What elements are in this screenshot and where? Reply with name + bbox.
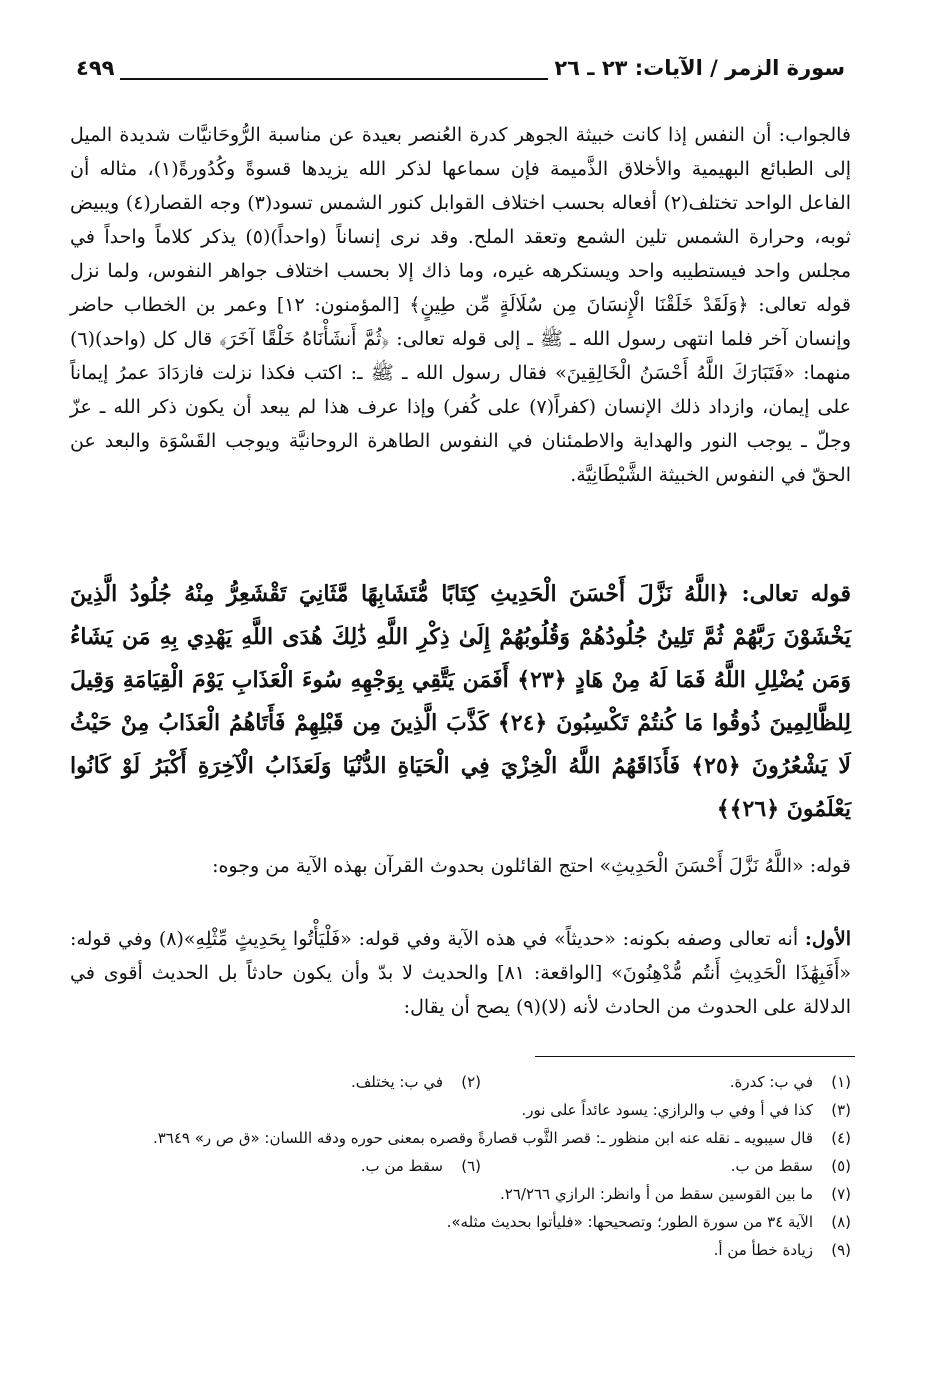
footnote-text: سقط من ب. [360, 1157, 443, 1175]
footnote-text: قال سيبويه ـ نقله عنه ابن منظور ـ: قصر الثَّوب قصارةً وقصره بمعنى حوره ودقه اللسان: «ق ص ر» ٣٦٤٩. [152, 1129, 813, 1147]
footnote [151, 1068, 481, 1096]
footnote-number: (٩) [831, 1241, 851, 1259]
quran-verses-23-26: قوله تعالى: ﴿اللَّهُ نَزَّلَ أَحْسَنَ الْحَدِيثِ كِتَابًا مُّتَشَابِهًا مَّثَانِيَ تَقْشَعِرُّ مِنْهُ جُلُودُ الَّذِينَ يَخْشَوْنَ رَبَّهُمْ ثُمَّ تَلِينُ جُلُودُهُمْ وَقُلُوبُهُمْ إِلَىٰ ذِكْرِ اللَّهِ ذَٰلِكَ هُدَى اللَّهِ يَهْدِي بِهِ مَن يَشَاءُ وَمَن يُضْلِلِ اللَّهُ فَمَا لَهُ مِنْ هَادٍ ﴿٢٣﴾ أَفَمَن يَتَّقِي بِوَجْهِهِ سُوءَ الْعَذَابِ يَوْمَ الْقِيَامَةِ وَقِيلَ لِلظَّالِمِينَ ذُوقُوا مَا كُنتُمْ تَكْسِبُونَ ﴿٢٤﴾ كَذَّبَ الَّذِينَ مِن قَبْلِهِمْ فَأَتَاهُمُ الْعَذَابُ مِنْ حَيْثُ لَا يَشْعُرُونَ ﴿٢٥﴾ فَأَذَاقَهُمُ اللَّهُ الْخِزْيَ فِي الْحَيَاةِ الدُّنْيَا وَلَعَذَابُ الْآخِرَةِ أَكْبَرُ لَوْ كَانُوا يَعْلَمُونَ ﴿٢٦﴾﴾ [70, 581, 851, 822]
footnote [70, 1236, 851, 1264]
first-argument-text: أنه تعالى وصفه بكونه: «حديثاً» في هذه الآية وفي قوله: «فَلْيَأْتُوا بِحَدِيثٍ مِّثْلِهِ»(٨) وفي قوله: «أَفَبِهَٰذَا الْحَدِيثِ أَنتُم مُّدْهِنُونَ» [الواقعة: ٨١] والحديث لا بدّ وأن يكون حادثاً بل الحديث أقوى في الدلالة على الحدوث من الحادث لأنه (لا)(٩) يصح أن يقال: [70, 928, 851, 1018]
footnote-number: (٤) [831, 1129, 851, 1147]
running-header [70, 48, 851, 88]
paragraph-answer: فالجواب: أن النفس إذا كانت خبيثة الجوهر كدرة العُنصر بعيدة عن مناسبة الرُّوحَانيَّات شديدة الميل إلى الطبائع البهيمية والأخلاق الذَّميمة فإن سماعها لذكر الله يزيدها قسوةً وكُدُورةً(١)، مثاله أن الفاعل الواحد تختلف(٢) أفعاله بحسب اختلاف القوابل كنور الشمس تسود(٣) وجه القصار(٤) ويبيض ثوبه، وحرارة الشمس تلين الشمع وتعقد الملح. وقد نرى إنساناً (واحداً)(٥) يذكر كلاماً واحداً في مجلس واحد فيستطيبه واحد ويستكرهه غيره، وما ذاك إلا بحسب اختلاف جواهر النفوس، ولما نزل قوله تعالى: ﴿وَلَقَدْ خَلَقْنَا الْإِنسَانَ مِن سُلَالَةٍ مِّن طِينٍ﴾ [المؤمنون: ١٢] وعمر بن الخطاب حاضر وإنسان آخر فلما انتهى رسول الله ـ ﷺ ـ إلى قوله تعالى: ﴿ثُمَّ أَنشَأْنَاهُ خَلْقًا آخَرَ﴾ قال كل (واحد)(٦) منهما: «فَتَبَارَكَ اللَّهُ أَحْسَنُ الْخَالِقِينَ» فقال رسول الله ـ ﷺ ـ: اكتب فكذا نزلت فازدَادَ عمرُ إيماناً على إيمان، وازداد ذلك الإنسان (كفراً(٧) على كُفر) وإذا عرف هذا لم يبعد أن يكون ذكر الله ـ عزّ وجلّ ـ يوجب النور والهداية والاطمئنان في النفوس الطاهرة الروحانيَّة ويوجب القَسْوَة والبعد عن الحقّ في النفوس الخبيثة الشَّيْطَانِيَّة. [70, 124, 851, 486]
footnote [70, 1180, 851, 1208]
footnote-text: في ب: يختلف. [350, 1073, 443, 1091]
footnote-row [70, 1068, 851, 1096]
footnote-number: (٢) [461, 1073, 481, 1091]
first-label: الأول: [804, 928, 852, 950]
footnote-text: في ب: كدرة. [729, 1073, 813, 1091]
footnote-text: سقط من ب. [730, 1157, 813, 1175]
footnote-rule [535, 1056, 855, 1057]
footnote-number: (٥) [831, 1157, 851, 1175]
footnote [70, 1096, 851, 1124]
paragraph-commentary: قوله: «اللَّهُ نَزَّلَ أَحْسَنَ الْحَدِيثِ» احتج القائلون بحدوث القرآن بهذه الآية من وجوه: [212, 855, 851, 877]
footnote-number: (٨) [831, 1213, 851, 1231]
footnote-text: الآية ٣٤ من سورة الطور؛ وتصحيحها: «فليأتوا بحديث مثله». [446, 1213, 813, 1231]
footnote-number: (٧) [831, 1185, 851, 1203]
footnote [521, 1068, 851, 1096]
footnote-text: كذا في أ وفي ب والرازي: يسود عائداً على نور. [521, 1101, 813, 1119]
footnote-number: (٦) [461, 1157, 481, 1175]
footnote-number: (٣) [831, 1101, 851, 1119]
paragraph-first-argument [70, 922, 851, 1024]
surah-title: سورة الزمر / الآيات: ٢٣ ـ ٢٦ [548, 56, 851, 80]
footnote-number: (١) [831, 1073, 851, 1091]
footnote [521, 1152, 851, 1180]
footnote [70, 1208, 851, 1236]
footnote-text: زيادة خطأ من أ. [713, 1241, 813, 1259]
footnote [70, 1124, 851, 1152]
footnote-row [70, 1152, 851, 1180]
footnote [151, 1152, 481, 1180]
footnote-text: ما بين القوسين سقط من أ وانظر: الرازي ٢٦/٢٦٦. [500, 1185, 813, 1203]
footnotes [70, 1068, 851, 1264]
page-number: ٤٩٩ [70, 56, 120, 80]
